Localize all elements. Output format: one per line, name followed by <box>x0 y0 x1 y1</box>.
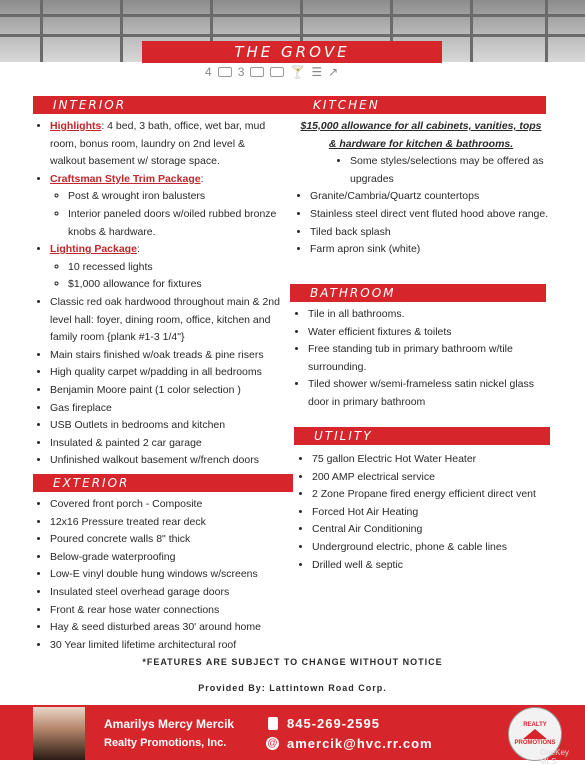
agent-email[interactable]: amercik@hvc.rr.com <box>287 736 433 751</box>
list-item: • High quality carpet w/padding in all bedrooms <box>50 364 282 382</box>
list-item: • Granite/Cambria/Quartz countertops <box>310 188 550 206</box>
agent-phone[interactable]: 845-269-2595 <box>287 716 380 731</box>
interior-trim <box>50 171 282 241</box>
list-item: • Water efficient fixtures & toilets <box>308 324 548 342</box>
kitchen-heading: KITCHEN <box>293 96 546 114</box>
list-item: • Classic red oak hardwood throughout main & 2nd level hall: foyer, dining room, office, kitchen and family room {plank #1-3 1/4"} <box>50 294 282 347</box>
framing-beam <box>545 0 548 62</box>
list-item: • Below-grade waterproofing <box>50 549 287 567</box>
logo-text-top: REALTY <box>523 722 547 728</box>
trim-label: Craftsman Style Trim Package <box>50 172 201 185</box>
list-item: • Some styles/selections may be offered as upgrades <box>350 153 550 188</box>
list-item: • Front & rear hose water connections <box>50 602 287 620</box>
utility-heading: UTILITY <box>294 427 550 445</box>
list-item: • Poured concrete walls 8" thick <box>50 531 287 549</box>
list-item: • Tile in all bathrooms. <box>308 306 548 324</box>
trim-sublist <box>50 188 282 241</box>
interior-highlights <box>50 118 282 171</box>
highlights-label: Highlights <box>50 120 102 132</box>
exterior-heading: EXTERIOR <box>33 474 293 492</box>
email-icon: @ <box>267 738 278 749</box>
lighting-suffix: : <box>136 243 140 256</box>
agent-footer <box>0 705 585 760</box>
list-item: • Covered front porch - Composite <box>50 496 287 514</box>
highlights-text: : 4 bed, 3 bath, office, wet bar, mud room, bonus room, laundry on 2nd level & walkout basement w/ storage space. <box>50 120 266 168</box>
kitchen-list <box>292 153 550 259</box>
interior-lighting <box>50 241 282 294</box>
features-notice: *FEATURES ARE SUBJECT TO CHANGE WITHOUT NOTICE <box>142 657 443 667</box>
list-item: • Drilled well & septic <box>312 557 552 575</box>
list-item: • USB Outlets in bedrooms and kitchen <box>50 417 282 435</box>
agent-name: Amarilys Mercy Mercik <box>104 717 235 731</box>
exterior-list <box>32 496 287 654</box>
framing-beam <box>0 14 585 17</box>
list-item: • Low-E vinyl double hung windows w/screens <box>50 566 287 584</box>
framing-beam <box>40 0 43 62</box>
list-item: • Hay & seed disturbed areas 30' around home <box>50 619 287 637</box>
house-roof-icon <box>523 729 547 739</box>
list-item: • Insulated & painted 2 car garage <box>50 435 282 453</box>
list-item: • 30 Year limited lifetime architectural roof <box>50 637 287 655</box>
provided-by: Provided By: Lattintown Road Corp. <box>198 683 387 693</box>
list-item: • 200 AMP electrical service <box>312 469 552 487</box>
list-item: • Forced Hot Air Heating <box>312 504 552 522</box>
list-item: ◦ $1,000 allowance for fixtures <box>68 276 282 294</box>
kitchen-sublist <box>310 153 550 188</box>
list-item: ◦ 10 recessed lights <box>68 259 282 277</box>
utility-list <box>294 451 552 574</box>
trim-suffix: : <box>200 172 204 185</box>
list-item: • 12x16 Pressure treated rear deck <box>50 514 287 532</box>
list-item: • Main stairs finished w/oak treads & pine risers <box>50 347 282 365</box>
list-item: • Benjamin Moore paint (1 color selection ) <box>50 382 282 400</box>
wet-bar-icon: 🍸 <box>290 65 306 79</box>
utility-list-container <box>294 451 552 574</box>
lighting-label: Lighting Package <box>50 243 137 256</box>
kitchen-sub-wrapper <box>310 153 550 188</box>
interior-list-container <box>32 118 282 470</box>
agent-company: Realty Promotions, Inc. <box>104 737 227 749</box>
bed-count: 4 <box>205 65 212 79</box>
list-item: • Tiled back splash <box>310 224 550 242</box>
framing-beam <box>0 34 585 37</box>
interior-heading: INTERIOR <box>33 96 293 114</box>
list-item: • Stainless steel direct vent fluted hood above range. <box>310 206 550 224</box>
list-item: • Underground electric, phone & cable lines <box>312 539 552 557</box>
list-item: ◦ Interior paneled doors w/oiled rubbed bronze knobs & hardware. <box>68 206 282 241</box>
list-item: • Tiled shower w/semi-frameless satin nickel glass door in primary bathroom <box>308 376 548 411</box>
interior-list <box>32 118 282 470</box>
page-title: THE GROVE <box>142 41 442 63</box>
office-icon <box>270 67 284 77</box>
list-item: • Unfinished walkout basement w/french doors <box>50 452 282 470</box>
bathroom-heading: BATHROOM <box>290 284 546 302</box>
list-item: • Insulated steel overhead garage doors <box>50 584 287 602</box>
list-item: ◦ Post & wrought iron balusters <box>68 188 282 206</box>
bathtub-icon <box>250 67 264 77</box>
spec-icons-row <box>205 64 380 80</box>
list-item: • 2 Zone Propane fired energy efficient direct vent <box>312 486 552 504</box>
list-item: • Farm apron sink (white) <box>310 241 550 259</box>
logo-text-bottom: PROMOTIONS <box>514 740 556 746</box>
list-item: • 75 gallon Electric Hot Water Heater <box>312 451 552 469</box>
mls-watermark: OneKey MLS <box>540 748 569 766</box>
lighting-sublist <box>50 259 282 294</box>
phone-icon <box>268 717 278 730</box>
kitchen-list-container <box>292 118 550 259</box>
laundry-icon: ☰ <box>311 65 323 79</box>
list-item: • Free standing tub in primary bathroom w/tile surrounding. <box>308 341 548 376</box>
bathroom-list <box>290 306 548 412</box>
exterior-list-container <box>32 496 287 654</box>
agent-photo <box>33 707 85 760</box>
framing-beam <box>470 0 473 62</box>
list-item: • Gas fireplace <box>50 400 282 418</box>
framing-beam <box>120 0 123 62</box>
bed-icon <box>218 67 232 77</box>
kitchen-allowance: $15,000 allowance for all cabinets, vanities, tops & hardware for kitchen & bathrooms. <box>300 120 542 150</box>
list-item: • Central Air Conditioning <box>312 521 552 539</box>
bath-count: 3 <box>237 65 245 79</box>
bathroom-list-container <box>290 306 548 412</box>
stairs-icon: ↗ <box>328 65 339 79</box>
